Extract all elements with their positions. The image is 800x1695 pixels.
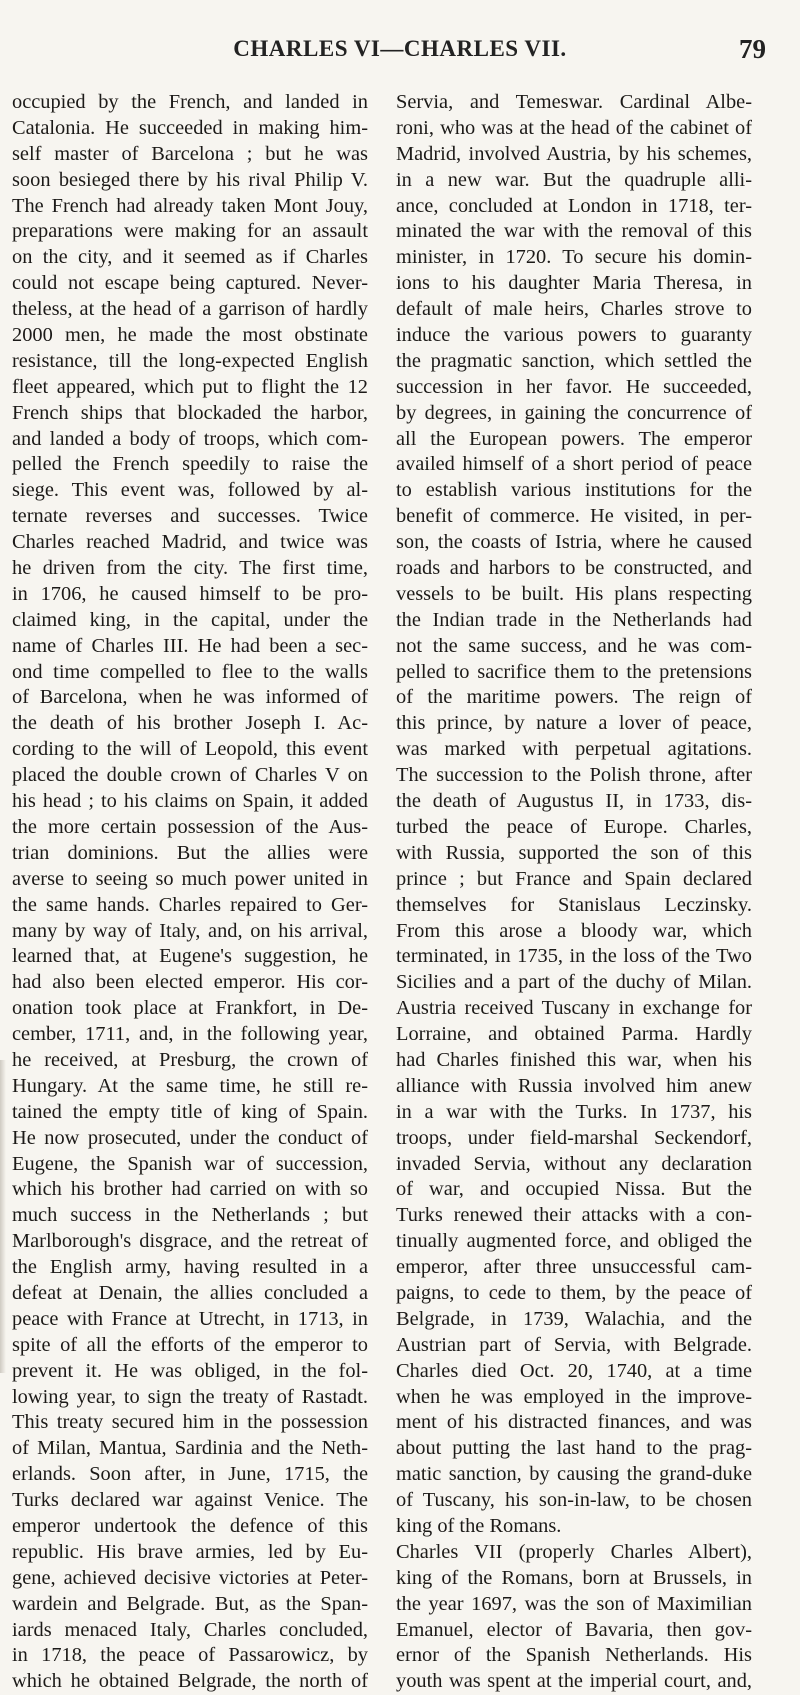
text-line: fleet appeared, which put to flight the 12 [12,375,368,398]
text-line: in a war with the Turks. In 1737, his [396,1100,752,1123]
text-line: The succession to the Polish throne, after [396,764,752,787]
text-line: siege. This event was, followed by al- [12,479,368,502]
text-line: placed the double crown of Charles V on [12,764,368,787]
text-line: defeat at Denain, the allies concluded a [12,1281,368,1304]
text-line: in a new war. But the quadruple alli- [396,168,752,191]
text-line: prince ; but France and Spain declared [396,867,752,890]
text-line: king of the Romans. [396,1514,562,1537]
text-line: Turks declared war against Venice. The [12,1489,368,1512]
text-line: which he obtained Belgrade, the north of [12,1670,368,1693]
text-line: vessels to be built. His plans respecting [396,582,752,605]
text-line: the Indian trade in the Netherlands had [396,608,752,631]
text-line: erlands. Soon after, in June, 1715, the [12,1463,368,1486]
text-line: youth was spent at the imperial court, and, [396,1670,752,1693]
text-line: the death of Augustus II, in 1733, dis- [396,790,752,813]
text-line: Sicilies and a part of the duchy of Milan. [396,971,752,994]
text-line: onation took place at Frankfort, in De- [12,997,368,1020]
text-line: Servia, and Temeswar. Cardinal Albe- [396,91,752,113]
page-header [0,36,800,76]
text-line: peace with France at Utrecht, in 1713, in [12,1307,368,1330]
text-line: preparations were making for an assault [12,220,368,243]
text-line: wardein and Belgrade. But, as the Span- [12,1592,368,1615]
text-line: soon besieged there by his rival Philip V. [12,168,368,191]
text-line: pelled the French speedily to raise the [12,453,368,476]
text-line: in 1718, the peace of Passarowicz, by [12,1644,368,1667]
text-line: the more certain possession of the Aus- [12,815,368,838]
text-line: resistance, till the long-expected English [12,349,368,372]
text-line: ernor of the Spanish Netherlands. His [396,1644,752,1667]
text-line: the year 1697, was the son of Maximilian [396,1592,752,1615]
text-line: The French had already taken Mont Jouy, [12,194,368,217]
text-line: matic sanction, by causing the grand-duke [396,1463,752,1486]
text-line: this prince, by nature a lover of peace, [396,712,752,735]
page-number: 79 [739,34,766,64]
text-line: could not escape being captured. Never- [12,272,368,295]
text-line: Catalonia. He succeeded in making him- [12,116,368,139]
text-line: paigns, to cede to them, by the peace of [396,1281,752,1304]
text-line: spite of all the efforts of the emperor to [12,1333,368,1356]
text-line: Hungary. At the same time, he still re- [12,1074,368,1097]
text-line: to establish various institutions for the [396,479,752,502]
text-line: his head ; to his claims on Spain, it added [12,790,368,813]
text-line: Eugene, the Spanish war of succession, [12,1152,368,1175]
text-line: Lorraine, and obtained Parma. Hardly [396,1023,752,1046]
text-line: He now prosecuted, under the conduct of [12,1126,368,1149]
text-line: when he was employed in the improve- [396,1385,752,1408]
text-line: Austria received Tuscany in exchange for [396,997,752,1020]
text-line: cording to the will of Leopold, this event [12,738,368,761]
text-line: prevent it. He was obliged, in the fol- [12,1359,368,1382]
text-line: 2000 men, he made the most obstinate [12,324,368,347]
text-line: with Russia, supported the son of this [396,841,752,864]
text-line: emperor undertook the defence of this [12,1514,368,1537]
text-line: of Tuscany, his son-in-law, to be chosen [396,1489,752,1512]
text-line: of Milan, Mantua, Sardinia and the Neth- [12,1437,368,1460]
left-column [12,90,368,1695]
text-line: minister, in 1720. To secure his domin- [396,246,752,269]
text-line: the English army, having resulted in a [12,1256,368,1279]
text-line: many by way of Italy, and, on his arrival, [12,919,368,942]
text-line: themselves for Stanislaus Leczinsky. [396,893,752,916]
text-line: Turks renewed their attacks with a con- [396,1204,752,1227]
text-line: tained the empty title of king of Spain. [12,1100,368,1123]
text-line: the same hands. Charles repaired to Ger- [12,893,368,916]
text-line: Charles VII (properly Charles Albert), [396,1540,752,1563]
text-line: default of male heirs, Charles strove to [396,298,752,321]
page-edge-shadow [0,1060,6,1373]
text-line: This treaty secured him in the possession [12,1411,368,1434]
text-line: son, the coasts of Istria, where he caused [396,531,752,554]
text-line: he driven from the city. The first time, [12,557,368,580]
text-line: republic. His brave armies, led by Eu- [12,1540,368,1563]
text-line: of war, and occupied Nissa. But the [396,1178,752,1201]
text-line: name of Charles III. He had been a sec- [12,634,368,657]
text-line: succession in her favor. He succeeded, [396,375,752,398]
text-line: ternate reverses and successes. Twice [12,505,368,528]
text-line: benefit of commerce. He visited, in per- [396,505,752,528]
text-line: minated the war with the removal of this [396,220,752,243]
text-line: From this arose a bloody war, which [396,919,752,942]
text-line: about putting the last hand to the prag- [396,1437,752,1460]
text-line: gene, achieved decisive victories at Peter- [12,1566,368,1589]
text-line: much success in the Netherlands ; but [12,1204,368,1227]
text-line: on the city, and it seemed as if Charles [12,246,368,269]
text-line: trian dominions. But the allies were [12,841,368,864]
text-line: ance, concluded at London in 1718, ter- [396,194,752,217]
text-line: averse to seeing so much power united in [12,867,368,890]
text-line: he received, at Presburg, the crown of [12,1048,368,1071]
running-head: CHARLES VI—CHARLES VII. [233,36,567,61]
text-line: roni, who was at the head of the cabinet of [396,116,752,139]
text-line: by degrees, in gaining the concurrence of [396,401,752,424]
right-column [396,90,752,1695]
text-line: Marlborough's disgrace, and the retreat of [12,1230,368,1253]
text-line: which his brother had carried on with so [12,1178,368,1201]
text-line: availed himself of a short period of peace [396,453,752,476]
text-line: Madrid, involved Austria, by his schemes, [396,142,752,165]
text-line: turbed the peace of Europe. Charles, [396,815,752,838]
text-line: pelled to sacrifice them to the pretensions [396,660,752,683]
text-line: occupied by the French, and landed in [12,91,368,113]
text-line: French ships that blockaded the harbor, [12,401,368,424]
text-line: king of the Romans, born at Brussels, in [396,1566,752,1589]
text-line: emperor, after three unsuccessful cam- [396,1256,752,1279]
text-line: had also been elected emperor. His cor- [12,971,368,994]
text-line: had Charles finished this war, when his [396,1048,752,1071]
text-line: roads and harbors to be constructed, and [396,557,752,580]
text-line: Emanuel, elector of Bavaria, then gov- [396,1618,752,1641]
text-line: lowing year, to sign the treaty of Rastadt. [12,1385,368,1408]
text-line: induce the various powers to guaranty [396,324,752,347]
text-line: the death of his brother Joseph I. Ac- [12,712,368,735]
text-line: not the same success, and he was com- [396,634,752,657]
text-line: iards menaced Italy, Charles concluded, [12,1618,368,1641]
text-line: terminated, in 1735, in the loss of the Two [396,945,752,968]
text-line: troops, under field-marshal Seckendorf, [396,1126,752,1149]
text-line: and landed a body of troops, which com- [12,427,368,450]
text-line: in 1706, he caused himself to be pro- [12,582,368,605]
text-line: Charles reached Madrid, and twice was [12,531,368,554]
text-line: the pragmatic sanction, which settled the [396,349,752,372]
text-line: Austrian part of Servia, with Belgrade. [396,1333,752,1356]
text-line: theless, at the head of a garrison of hardly [12,298,368,321]
text-line: of Barcelona, when he was informed of [12,686,368,709]
text-line: of the maritime powers. The reign of [396,686,752,709]
text-line: ment of his distracted finances, and was [396,1411,752,1434]
text-line: learned that, at Eugene's suggestion, he [12,945,368,968]
text-line: invaded Servia, without any declaration [396,1152,752,1175]
text-line: was marked with perpetual agitations. [396,738,752,761]
text-line: claimed king, in the capital, under the [12,608,368,631]
text-line: ions to his daughter Maria Theresa, in [396,272,752,295]
text-line: cember, 1711, and, in the following year, [12,1023,368,1046]
text-line: alliance with Russia involved him anew [396,1074,752,1097]
text-line: self master of Barcelona ; but he was [12,142,368,165]
text-line: all the European powers. The emperor [396,427,752,450]
text-line: Charles died Oct. 20, 1740, at a time [396,1359,752,1382]
text-line: Belgrade, in 1739, Walachia, and the [396,1307,752,1330]
text-line: ond time compelled to flee to the walls [12,660,368,683]
text-line: tinually augmented force, and obliged the [396,1230,752,1253]
